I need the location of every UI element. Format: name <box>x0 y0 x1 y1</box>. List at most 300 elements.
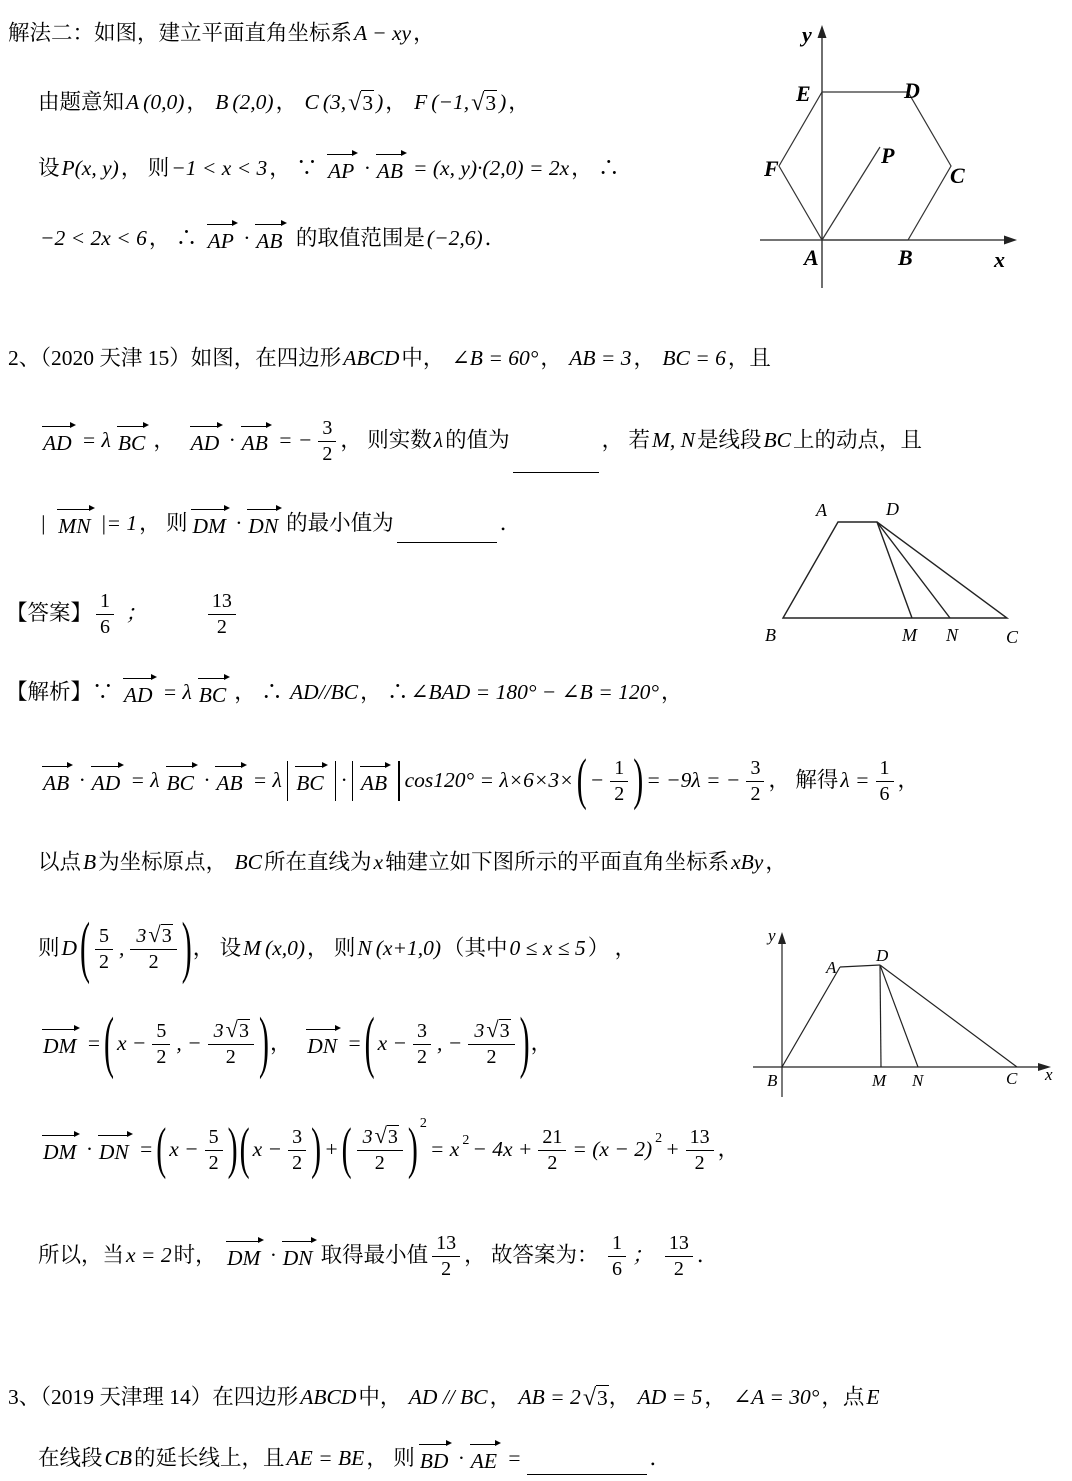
math-text: ABCD <box>343 346 400 371</box>
fraction <box>538 1126 566 1174</box>
text: 以点 <box>38 850 82 875</box>
denominator: 2 <box>99 950 110 973</box>
numerator: 13 <box>432 1232 460 1256</box>
line-d-coord <box>38 908 636 990</box>
segment-DC <box>880 965 1017 1067</box>
text: ， 则 <box>307 936 356 961</box>
text: 时， <box>173 1243 222 1268</box>
math-text: · <box>229 428 235 453</box>
numerator <box>357 1125 403 1151</box>
hexagon-shape <box>779 92 951 240</box>
math-text: M <box>243 936 262 961</box>
math-text: = (x, y)·(2,0) = 2x <box>412 156 570 181</box>
math-text: (3, <box>322 90 347 115</box>
math-text: − 4x + <box>472 1137 533 1162</box>
math-text: CB <box>104 1446 132 1471</box>
label-C: C <box>1006 627 1019 647</box>
fraction <box>432 1232 460 1280</box>
fraction <box>357 1125 403 1174</box>
radicand: 3 <box>485 91 497 116</box>
line-conclusion <box>38 1218 718 1294</box>
math-text: , − <box>437 1031 463 1056</box>
label-x: x <box>1045 1065 1053 1084</box>
label-P: P <box>881 143 895 168</box>
denominator: 2 <box>322 442 333 465</box>
math-text: = −9λ = − <box>646 768 741 793</box>
label-N: N <box>946 625 959 645</box>
math-text: D <box>61 936 78 961</box>
sqrt <box>471 90 497 116</box>
text: ， 解得 <box>768 768 839 793</box>
vector-DN: DN <box>306 1028 341 1061</box>
text: ， <box>413 21 435 46</box>
math-text: x − <box>377 1031 408 1056</box>
math-text: B <box>215 90 229 115</box>
left-paren: ( <box>341 1117 352 1181</box>
math-text: (x,0) <box>265 936 306 961</box>
fraction <box>318 417 336 465</box>
math-text: x − <box>116 1031 147 1056</box>
denominator: 2 <box>216 615 227 638</box>
superscript: 2 <box>655 1130 663 1146</box>
fraction <box>152 1020 170 1068</box>
math-text: − <box>589 768 605 793</box>
denominator: 2 <box>673 1257 684 1280</box>
math-text: xBy <box>731 850 764 875</box>
denominator: 2 <box>694 1151 705 1174</box>
text: ， <box>608 1385 636 1410</box>
math-text: · <box>270 1243 276 1268</box>
segment-BA <box>782 967 840 1067</box>
label-C: C <box>950 163 965 188</box>
math-text: BC <box>763 428 791 453</box>
text: ， <box>508 90 530 115</box>
vector-BD: BD <box>419 1443 453 1476</box>
vector-BC: BC <box>117 425 149 458</box>
label-D: D <box>876 946 889 965</box>
text: 取得最小值 <box>320 1243 429 1268</box>
vector-DN: DN <box>247 508 282 541</box>
radical-sign: √ <box>582 1385 597 1412</box>
denominator: 2 <box>374 1152 385 1175</box>
radicand: 3 <box>238 1020 249 1043</box>
text: 为坐标原点， <box>98 850 233 875</box>
label-y: y <box>802 22 812 47</box>
math-text: + <box>324 1137 339 1162</box>
fraction <box>608 1232 626 1280</box>
sqrt <box>486 1019 510 1043</box>
y-axis-arrow <box>778 932 786 944</box>
text: ． <box>696 1243 719 1268</box>
math-text: ∠A = 30° <box>733 1385 820 1410</box>
text: ， <box>765 850 787 875</box>
denominator: 2 <box>292 1151 303 1174</box>
vector-BC: BC <box>166 765 198 798</box>
math-text: λ = <box>840 768 870 793</box>
line-problem2 <box>8 340 771 378</box>
right-paren: ) <box>258 1004 269 1081</box>
vector-AD: AD <box>123 677 157 710</box>
fraction <box>130 924 176 973</box>
math-text: , − <box>176 1031 202 1056</box>
text: 的延长线上，且 <box>134 1446 285 1471</box>
numerator <box>130 924 176 950</box>
vector-DM: DM <box>42 1028 80 1061</box>
line-answer <box>6 578 240 650</box>
radicand: 3 <box>387 1126 398 1149</box>
math-text: −1 < x < 3 <box>171 156 268 181</box>
vector-DN: DN <box>98 1134 133 1167</box>
text: 2、（2020 天津 15）如图，在四边形 <box>8 346 342 371</box>
denominator: 2 <box>486 1046 497 1069</box>
text: ． <box>649 1446 672 1471</box>
line-problem2c <box>38 500 521 548</box>
abs-bar <box>287 761 288 801</box>
denominator: 2 <box>156 1045 167 1068</box>
text: ． <box>499 511 522 536</box>
text: ， 则 <box>366 1446 415 1471</box>
vector-AB: AB <box>255 223 286 256</box>
math-text: E <box>866 1385 880 1410</box>
math-text: + <box>665 1137 680 1162</box>
line-sol2-3 <box>38 148 620 190</box>
segment-DN <box>880 965 918 1067</box>
math-text: · <box>79 768 85 793</box>
denominator: 2 <box>614 782 625 805</box>
text: ， <box>153 428 186 453</box>
math-text: ∠BAD = 180° − ∠B = 120° <box>410 680 659 705</box>
radical-sign: √ <box>148 922 161 948</box>
math-text: x − <box>252 1137 283 1162</box>
fraction <box>876 757 894 805</box>
math-text: = <box>347 1031 362 1056</box>
left-paren: ( <box>576 748 587 812</box>
left-paren: ( <box>239 1117 250 1181</box>
vector-BC: BC <box>198 677 230 710</box>
text: ， <box>186 90 214 115</box>
numerator: 3 <box>746 757 764 781</box>
text: ， ∴ <box>234 680 289 705</box>
radicand: 3 <box>362 91 374 116</box>
text: 是线段 <box>696 428 762 453</box>
abs-bar <box>398 761 399 801</box>
text: ． <box>484 226 507 251</box>
label-F: F <box>764 156 779 181</box>
text: 的值为 <box>445 428 510 453</box>
text: 则 <box>38 936 60 961</box>
text: ， <box>275 90 303 115</box>
radicand: 3 <box>161 925 172 948</box>
numerator: 3 <box>318 417 336 441</box>
text: ，且 <box>727 346 771 371</box>
text: ， <box>717 1137 740 1162</box>
math-text: F <box>414 90 428 115</box>
label-N: N <box>912 1071 924 1090</box>
math-text: (−1, <box>431 90 470 115</box>
answer-blank <box>397 522 497 543</box>
vector-AB: AB <box>42 765 73 798</box>
answer-blank <box>513 452 599 473</box>
math-text: · <box>458 1446 464 1471</box>
math-text: AD = 5 <box>637 1385 703 1410</box>
sqrt <box>148 924 172 948</box>
denominator: 6 <box>611 1257 622 1280</box>
text: 在线段 <box>38 1446 103 1471</box>
radicand: 3 <box>499 1020 510 1043</box>
math-text: (−2,6) <box>426 226 483 251</box>
numerator <box>468 1019 514 1045</box>
text: 所在直线为 <box>264 850 372 875</box>
text: 由题意知 <box>38 90 125 115</box>
text: 的取值范围是 <box>290 226 425 251</box>
math-text: = <box>86 1031 101 1056</box>
segment-DN <box>877 522 950 618</box>
math-text: BC = 6 <box>662 346 726 371</box>
coordinate-diagram <box>753 918 1072 1100</box>
numerator: 13 <box>665 1232 693 1256</box>
numerator: 5 <box>152 1020 170 1044</box>
math-text: AD // BC <box>408 1385 488 1410</box>
sqrt <box>375 1125 399 1149</box>
vector-AB: AB <box>376 153 407 186</box>
math-text: AE = BE <box>286 1446 365 1471</box>
math-text: = λ <box>252 768 282 793</box>
vector-DN: DN <box>282 1240 317 1273</box>
numerator: 1 <box>610 757 628 781</box>
text: ， <box>704 1385 732 1410</box>
math-text: cos120° = λ×6×3× <box>404 768 574 793</box>
segment-AP <box>822 147 880 240</box>
sqrt <box>348 90 374 116</box>
fraction <box>413 1020 431 1068</box>
label-M: M <box>872 1071 887 1090</box>
answer-blank <box>527 1454 647 1475</box>
math-text: ABCD <box>300 1385 357 1410</box>
text: ， <box>633 346 661 371</box>
label-A: A <box>826 958 837 977</box>
numerator: 1 <box>608 1232 626 1256</box>
left-paren: ( <box>364 1004 375 1081</box>
math-text: M, N <box>651 428 695 453</box>
hexagon-diagram <box>740 10 1040 300</box>
vector-AE: AE <box>470 1443 501 1476</box>
vector-DM: DM <box>191 508 229 541</box>
fraction <box>205 1126 223 1174</box>
label-B: B <box>765 625 776 645</box>
line-formula <box>38 736 919 826</box>
right-paren: ) <box>633 748 644 812</box>
segment-DM <box>877 522 912 618</box>
math-text: 3 <box>474 1020 485 1043</box>
vector-MN: MN <box>57 508 94 541</box>
vector-AB: AB <box>241 425 272 458</box>
abs-bar <box>335 761 336 801</box>
vector-AB: AB <box>215 765 246 798</box>
math-text: = (x − 2) <box>572 1137 653 1162</box>
numerator: 1 <box>96 590 114 614</box>
trapezoid-diagram <box>755 492 1045 652</box>
denominator: 2 <box>441 1257 452 1280</box>
fraction <box>746 757 764 805</box>
numerator: 5 <box>205 1126 223 1150</box>
numerator: 3 <box>413 1020 431 1044</box>
vector-AB: AB <box>360 765 391 798</box>
fraction <box>468 1019 514 1068</box>
math-text: ； <box>120 601 147 626</box>
line-point-b <box>38 844 787 882</box>
text: ， <box>540 346 568 371</box>
text: 解法二：如图，建立平面直角坐标系 <box>8 21 353 46</box>
line-problem3b <box>38 1438 671 1480</box>
math-text: ) <box>376 90 384 115</box>
text: ， 则实数 <box>340 428 432 453</box>
fraction <box>95 925 113 973</box>
math-text: |= 1 <box>100 511 138 536</box>
line-sol2-4 <box>38 218 506 260</box>
text: ， 则 <box>139 511 188 536</box>
math-text: · <box>243 226 250 251</box>
math-text: ) <box>499 90 507 115</box>
math-text: x = 2 <box>126 1243 172 1268</box>
denominator: 2 <box>750 782 761 805</box>
text: 中， <box>358 1385 407 1410</box>
math-text: 3 <box>213 1020 224 1043</box>
fraction <box>288 1126 306 1174</box>
text: ， <box>660 680 683 705</box>
math-text: A <box>126 90 140 115</box>
superscript: 2 <box>462 1132 470 1148</box>
math-text: ∠B = 60° <box>451 346 539 371</box>
numerator: 5 <box>95 925 113 949</box>
sqrt <box>226 1019 250 1043</box>
math-text: ； <box>631 1243 659 1268</box>
text: ，点 <box>821 1385 865 1410</box>
abs-bar <box>352 761 353 801</box>
math-text: x <box>373 850 384 875</box>
math-text: x − <box>169 1137 199 1162</box>
radicand: 3 <box>597 1386 608 1411</box>
fraction <box>665 1232 693 1280</box>
text: 3、（2019 天津理 14）在四边形 <box>8 1385 299 1410</box>
math-text: (x+1,0) <box>375 936 442 961</box>
math-text: , <box>119 936 125 961</box>
label-A: A <box>816 500 827 520</box>
label-E: E <box>796 81 811 106</box>
math-text: (2,0) <box>232 90 274 115</box>
text: 【解析】∵ <box>6 680 119 705</box>
fraction <box>610 757 628 805</box>
math-text: AD//BC <box>290 680 359 705</box>
right-paren: ) <box>519 1004 530 1081</box>
vector-AP: AP <box>327 153 358 186</box>
line-problem2b <box>38 404 922 478</box>
fraction <box>686 1126 714 1174</box>
label-M: M <box>902 625 917 645</box>
text: ， ∴ <box>148 226 203 251</box>
math-text: · <box>364 156 370 181</box>
denominator: 2 <box>547 1151 558 1174</box>
math-text: C <box>304 90 319 115</box>
vector-AD: AD <box>91 765 125 798</box>
text: 设 <box>38 156 60 181</box>
segment-DM <box>880 965 881 1067</box>
math-text: λ <box>433 428 444 453</box>
denominator: 6 <box>879 782 890 805</box>
radical-sign: √ <box>225 1017 238 1043</box>
right-paren: ) <box>227 1117 238 1181</box>
left-paren: ( <box>156 1117 167 1181</box>
segment-AD <box>840 965 880 967</box>
radical-sign: √ <box>374 1123 387 1149</box>
radical-sign: √ <box>471 90 485 117</box>
right-paren: ) <box>311 1117 322 1181</box>
text: ， <box>489 1385 517 1410</box>
vector-AD: AD <box>42 425 76 458</box>
label-D: D <box>886 499 899 519</box>
left-paren: ( <box>103 1004 114 1081</box>
line-problem3 <box>8 1376 882 1420</box>
math-text: = x <box>429 1137 460 1162</box>
text: 上的动点，且 <box>792 428 922 453</box>
fraction <box>96 590 114 638</box>
math-text: = <box>138 1137 154 1162</box>
label-y: y <box>768 926 776 945</box>
text: ， 若 <box>601 428 650 453</box>
left-paren: ( <box>80 909 91 986</box>
math-text: AB = 3 <box>569 346 632 371</box>
math-text: · <box>86 1137 92 1162</box>
text: ） ， <box>587 936 637 961</box>
text: ， 则 <box>120 156 170 181</box>
text: ， 故答案为： <box>464 1243 604 1268</box>
text: ， <box>897 768 920 793</box>
y-axis-arrow <box>818 25 827 38</box>
line-dm-dn <box>38 1002 552 1086</box>
numerator: 3 <box>288 1126 306 1150</box>
numerator: 13 <box>208 590 236 614</box>
math-text: 0 ≤ x ≤ 5 <box>509 936 586 961</box>
text: ， ∴ <box>360 680 409 705</box>
math-text: 3 <box>136 925 147 948</box>
math-text: = λ <box>81 428 111 453</box>
label-C: C <box>1006 1069 1018 1088</box>
math-text: · <box>204 768 210 793</box>
math-text: | <box>40 511 52 536</box>
math-text: AB = 2 <box>518 1385 581 1410</box>
math-text: · <box>341 768 347 793</box>
text: 的最小值为 <box>286 511 394 536</box>
numerator: 13 <box>686 1126 714 1150</box>
denominator: 2 <box>148 951 159 974</box>
vector-DM: DM <box>42 1134 80 1167</box>
vector-DM: DM <box>226 1240 264 1273</box>
denominator: 2 <box>225 1046 236 1069</box>
line-analysis <box>6 672 682 714</box>
x-axis-arrow <box>1004 236 1017 245</box>
math-text: = λ <box>130 768 160 793</box>
label-B: B <box>898 245 913 270</box>
vector-AP: AP <box>207 223 238 256</box>
math-text: B <box>83 850 97 875</box>
line-sol2-2 <box>38 80 530 126</box>
text: 轴建立如下图所示的平面直角坐标系 <box>385 850 730 875</box>
denominator: 6 <box>100 615 111 638</box>
radical-sign: √ <box>348 90 362 117</box>
label-B: B <box>767 1071 778 1090</box>
math-text: · <box>235 511 242 536</box>
sqrt <box>583 1385 609 1411</box>
math-text: A − xy <box>354 21 412 46</box>
